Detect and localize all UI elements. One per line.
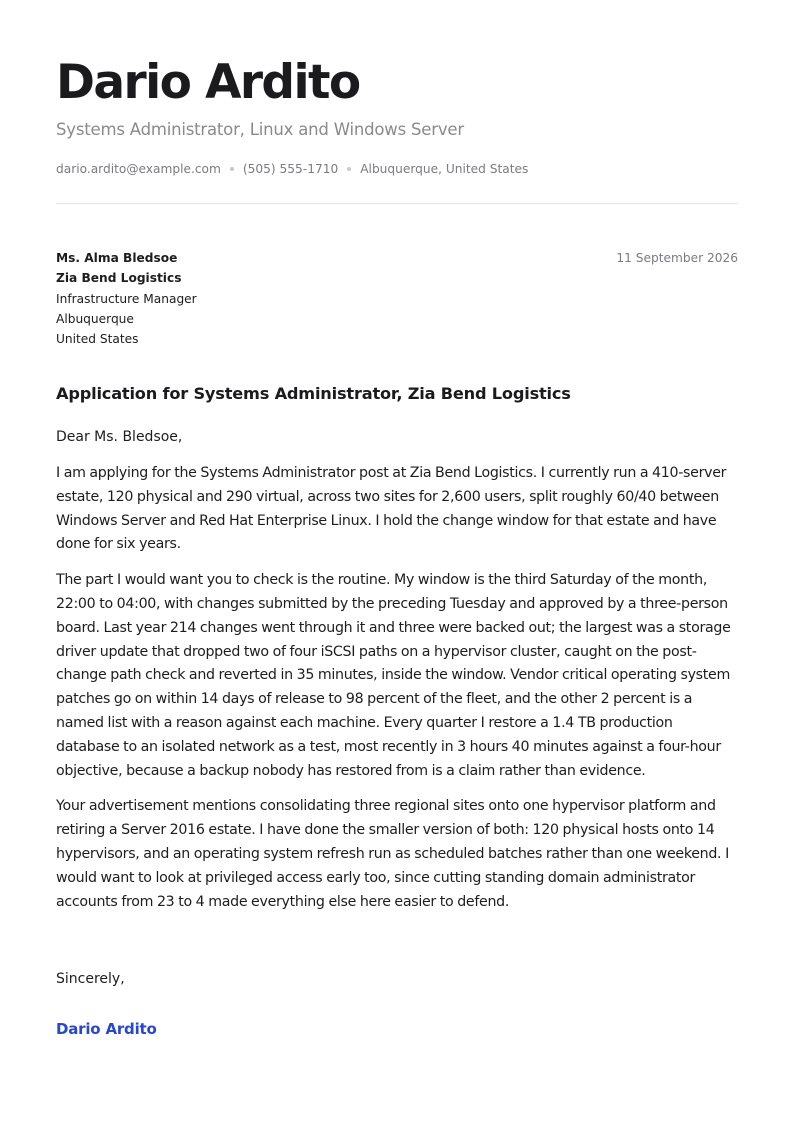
recipient-company: Zia Bend Logistics [56, 271, 182, 286]
recipient-title: Infrastructure Manager [56, 291, 197, 306]
applicant-title: Systems Administrator, Linux and Windows Server [56, 120, 464, 139]
contact-email[interactable]: dario.ardito@example.com [56, 162, 221, 176]
body-paragraph: Your advertisement mentions consolidating three regional sites onto one hypervisor platform and retiring a Server 2016 estate. I have done the smaller version of both: 120 physical hosts onto 14 hypervisors, and an operating system refresh run as scheduled batches rather than one weekend. I would want to look at privileged access early too, since cutting standing domain administrator accounts from 23 to 4 made everything else here easier to defend. [56, 798, 729, 910]
letter-subject: Application for Systems Administrator, Zia Bend Logistics [56, 384, 571, 403]
contact-line [56, 160, 528, 178]
recipient-address-block [56, 248, 197, 349]
contact-separator-dot [230, 167, 234, 171]
contact-separator-dot [347, 167, 351, 171]
signature: Dario Ardito [56, 1020, 157, 1038]
contact-phone[interactable]: (505) 555-1710 [242, 162, 339, 176]
recipient-city: Albuquerque [56, 311, 134, 326]
salutation: Dear Ms. Bledsoe, [56, 429, 183, 445]
closing: Sincerely, [56, 971, 125, 987]
letter-body [56, 462, 738, 926]
header-divider [56, 203, 738, 204]
body-paragraph: I am applying for the Systems Administrator post at Zia Bend Logistics. I currently run a 410-server estate, 120 physical and 290 virtual, across two sites for 2,600 users, split roughly 60/40 between Windows Server and Red Hat Enterprise Linux. I hold the change window for that estate and have done for six years. [56, 465, 727, 553]
contact-location: Albuquerque, United States [360, 162, 529, 176]
applicant-name: Dario Ardito [56, 55, 360, 110]
letter-date: 11 September 2026 [616, 251, 738, 265]
recipient-name: Ms. Alma Bledsoe [56, 251, 178, 265]
body-paragraph: The part I would want you to check is the routine. My window is the third Saturday of the month, 22:00 to 04:00, with changes submitted by the preceding Tuesday and approved by a three-person board. Last year 214 changes went through it and three were backed out; the largest was a storage driver update that dropped two of four iSCSI paths on a hypervisor cluster, caught on the post-change path check and reverted in 35 minutes, inside the window. Vendor critical operating system patches go on within 14 days of release to 98 percent of the fleet, and the other 2 percent is a named list with a reason against each machine. Every quarter I restore a 1.4 TB production database to an isolated network as a test, most recently in 3 hours 40 minutes against a four-hour objective, because a backup nobody has restored from is a claim rather than evidence. [56, 572, 731, 779]
recipient-country: United States [56, 332, 139, 347]
